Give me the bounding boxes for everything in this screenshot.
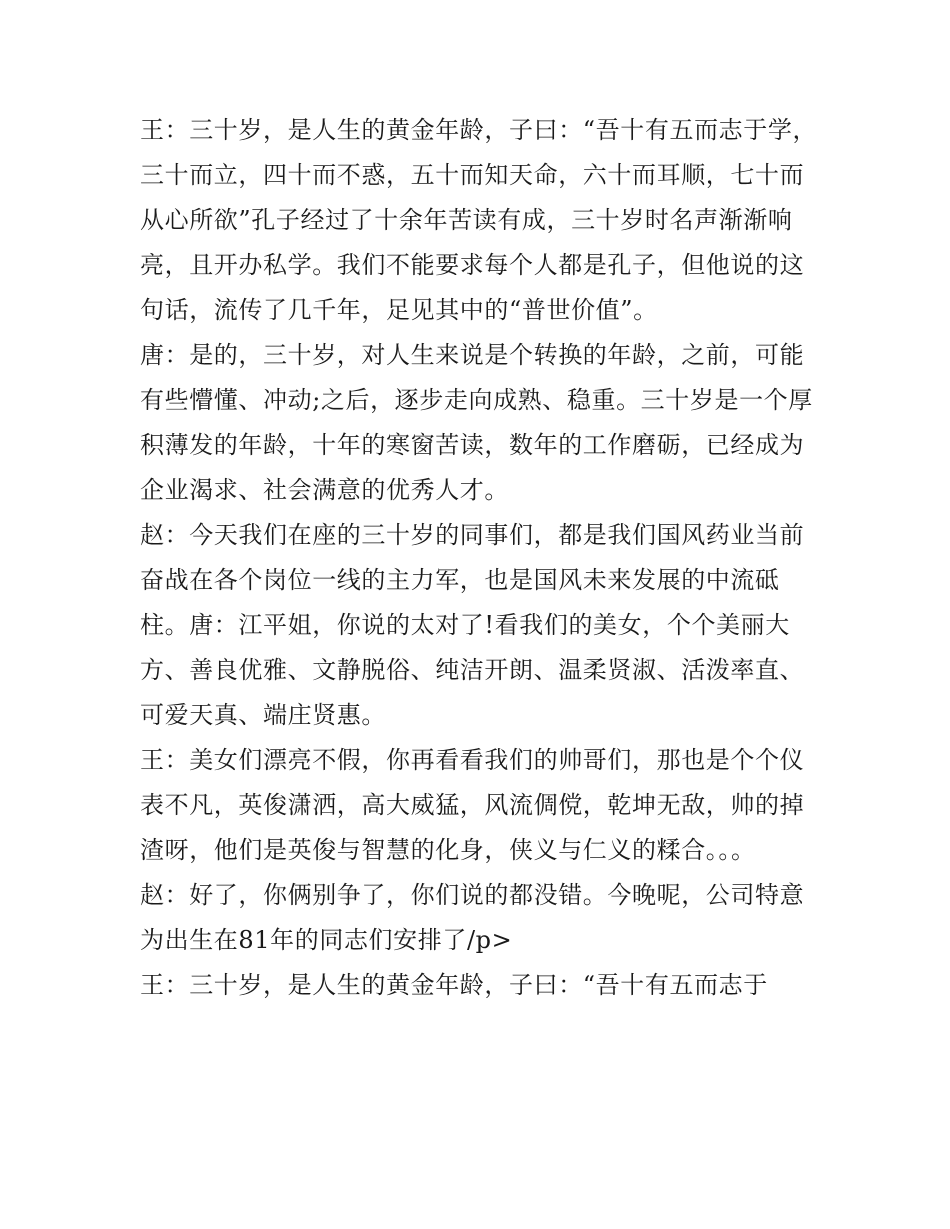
paragraph-wang-2: 王：美女们漂亮不假，你再看看我们的帅哥们，那也是个个仪表不凡，英俊潇洒，高大威猛，风流倜傥，乾坤无敌，帅的掉渣呀，他们是英俊与智慧的化身，侠义与仁义的糅合。。。	[140, 746, 805, 864]
paragraph-zhao-1: 赵：今天我们在座的三十岁的同事们，都是我们国风药业当前奋战在各个岗位一线的主力军，也是国风未来发展的中流砥柱。唐：江平姐，你说的太对了!看我们的美女，个个美丽大方、善良优雅、文静脱俗、纯洁开朗、温柔贤淑、活泼率直、可爱天真、端庄贤惠。	[140, 521, 805, 729]
paragraph-zhao-2: 赵：好了，你俩别争了，你们说的都没错。今晚呢，公司特意为出生在81年的同志们安排了/p>	[140, 881, 805, 954]
paragraph-wang-1: 王：三十岁，是人生的黄金年龄，子曰：“吾十有五而志于学，三十而立，四十而不惑，五十而知天命，六十而耳顺，七十而从心所欲”孔子经过了十余年苦读有成，三十岁时名声渐渐响亮，且开办私学。我们不能要求每个人都是孔子，但他说的这句话，流传了几千年，足见其中的“普世价值”。	[140, 116, 818, 324]
paragraph-wang-3: 王：三十岁，是人生的黄金年龄，子曰：“吾十有五而志于	[140, 971, 768, 999]
paragraph-tang-1: 唐：是的，三十岁，对人生来说是个转换的年龄，之前，可能有些懵懂、冲动;之后，逐步走向成熟、稳重。三十岁是一个厚积薄发的年龄，十年的寒窗苦读，数年的工作磨砺，已经成为企业渴求、社会满意的优秀人才。	[140, 341, 813, 504]
document-body	[140, 108, 820, 1008]
